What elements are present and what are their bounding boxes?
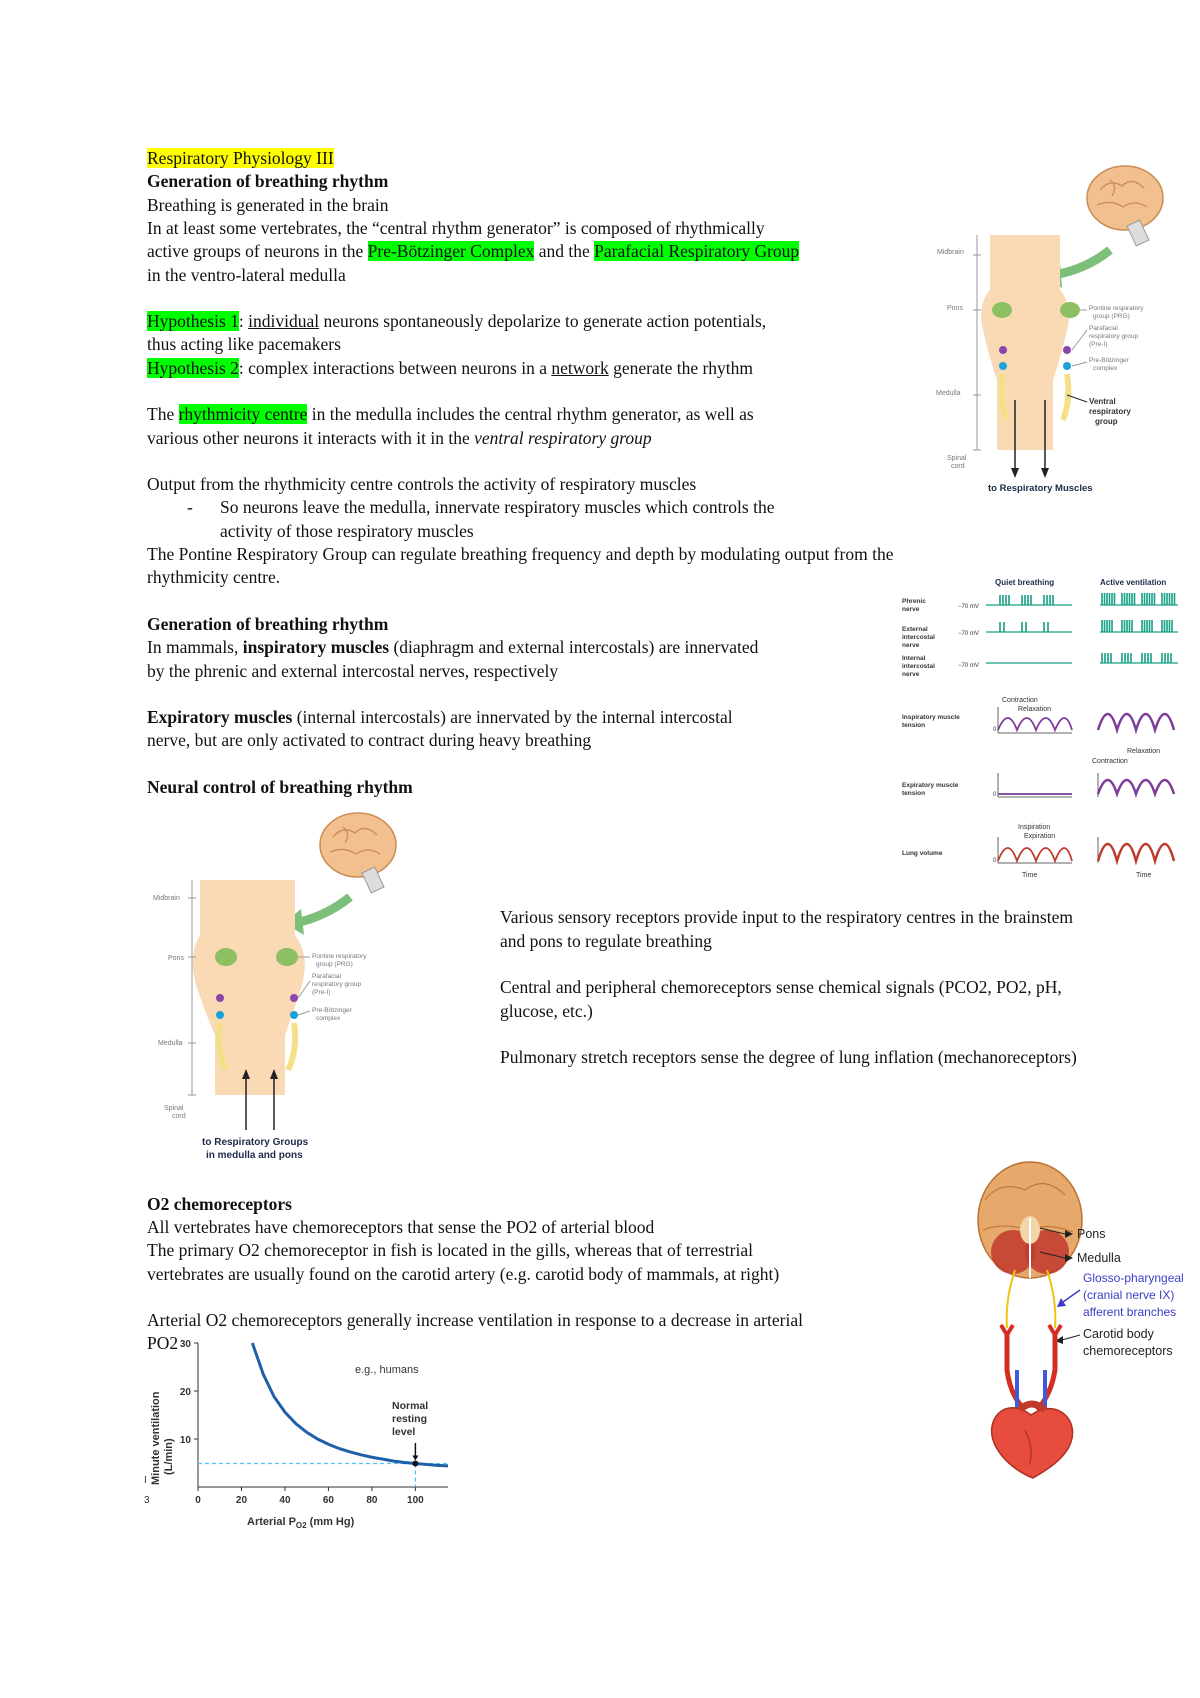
- breathing-traces-figure: [900, 575, 1190, 880]
- svg-text:Spinal: Spinal: [164, 1105, 184, 1112]
- svg-text:0: 0: [993, 858, 997, 864]
- brainstem-figure-left: [140, 805, 440, 1160]
- normal-resting-point: [412, 1460, 418, 1466]
- svg-text:Pons: Pons: [1077, 1227, 1106, 1241]
- svg-text:−70 mV: −70 mV: [958, 663, 979, 669]
- brain-icon: [1087, 166, 1163, 230]
- text-line: Output from the rhythmicity centre controls the activity of respiratory muscles: [147, 474, 697, 494]
- svg-text:cord: cord: [172, 1113, 186, 1120]
- svg-text:Phrenic: Phrenic: [902, 598, 926, 605]
- highlight-pre-botzinger: Pre-Bötzinger Complex: [367, 241, 535, 261]
- svg-text:nerve: nerve: [902, 642, 920, 649]
- svg-text:Pre-Bötzinger: Pre-Bötzinger: [312, 1007, 352, 1014]
- svg-text:Medulla: Medulla: [1077, 1251, 1121, 1265]
- svg-text:Pre-Bötzinger: Pre-Bötzinger: [1089, 357, 1129, 364]
- hypothesis-1: Hypothesis 1: individual neurons spontaneously depolarize to generate action potentials,: [147, 311, 767, 331]
- svg-text:0: 0: [993, 727, 997, 733]
- svg-text:tension: tension: [902, 790, 926, 797]
- svg-text:Glosso-pharyngeal: Glosso-pharyngeal: [1083, 1271, 1184, 1285]
- text-line: The primary O2 chemoreceptor in fish is located in the gills, whereas that of terrestrial: [147, 1240, 753, 1260]
- text-line: In mammals, inspiratory muscles (diaphragm and external intercostals) are innervated: [147, 637, 759, 657]
- svg-text:in medulla and pons: in medulla and pons: [206, 1150, 303, 1160]
- text-line: vertebrates are usually found on the carotid artery (e.g. carotid body of mammals, at right): [147, 1264, 780, 1284]
- text-line: nerve, but are only activated to contract during heavy breathing: [147, 730, 592, 750]
- section-heading-neural: Neural control of breathing rhythm: [147, 777, 413, 797]
- svg-text:complex: complex: [316, 1015, 341, 1022]
- svg-text:Medulla: Medulla: [158, 1040, 183, 1047]
- svg-text:Relaxation: Relaxation: [1127, 748, 1161, 755]
- section-heading-o2: O2 chemoreceptors: [147, 1194, 292, 1214]
- svg-text:Parafacial: Parafacial: [312, 973, 341, 980]
- svg-text:Lung volume: Lung volume: [902, 850, 943, 857]
- x-tick-label: 0: [195, 1495, 201, 1506]
- svg-text:(cranial nerve IX): (cranial nerve IX): [1083, 1288, 1175, 1302]
- svg-text:Time: Time: [1136, 872, 1152, 879]
- svg-text:respiratory group: respiratory group: [312, 981, 362, 988]
- side-mark: I: [144, 1475, 147, 1486]
- arrow-icon: [295, 897, 350, 923]
- svg-text:to Respiratory Groups: to Respiratory Groups: [202, 1137, 309, 1148]
- svg-text:Pontine respiratory: Pontine respiratory: [312, 953, 367, 960]
- text-line: by the phrenic and external intercostal nerves, respectively: [147, 661, 559, 681]
- heart-icon: [992, 1408, 1073, 1478]
- hypothesis-2: Hypothesis 2: complex interactions between neurons in a network generate the rhythm: [147, 358, 754, 378]
- text-line: Central and peripheral chemoreceptors sense chemical signals (PCO2, PO2, pH,: [500, 977, 1062, 997]
- svg-text:group: group: [1095, 417, 1118, 426]
- section-heading-rhythm-2: Generation of breathing rhythm: [147, 614, 389, 634]
- svg-text:Midbrain: Midbrain: [153, 895, 180, 902]
- text-line: All vertebrates have chemoreceptors that sense the PO2 of arterial blood: [147, 1217, 655, 1237]
- text-line: Breathing is generated in the brain: [147, 195, 389, 215]
- chart-ylabel-unit: (L/min): [163, 1438, 175, 1475]
- svg-text:−70 mV: −70 mV: [958, 604, 979, 610]
- svg-text:group (PRG): group (PRG): [316, 961, 353, 968]
- text-line: The rhythmicity centre in the medulla includes the central rhythm generator, as well as: [147, 404, 754, 424]
- text-line: Expiratory muscles (internal intercostals) are innervated by the internal intercostal: [147, 707, 733, 727]
- chart-marker-label-3: level: [392, 1426, 416, 1438]
- text-line: PO2: [147, 1333, 179, 1353]
- svg-text:Time: Time: [1022, 872, 1038, 879]
- svg-text:Contraction: Contraction: [1002, 697, 1038, 704]
- chart-xlabel: Arterial $P_{O2}$ (mm Hg): [247, 1516, 355, 1530]
- svg-text:afferent branches: afferent branches: [1083, 1305, 1177, 1319]
- svg-text:intercostal: intercostal: [902, 663, 935, 670]
- svg-text:nerve: nerve: [902, 671, 920, 678]
- chart-marker-label-1: Normal: [392, 1400, 429, 1412]
- text-line: thus acting like pacemakers: [147, 334, 341, 354]
- text-line: Arterial O2 chemoreceptors generally increase ventilation in response to a decrease in arterial: [147, 1310, 803, 1330]
- svg-text:Relaxation: Relaxation: [1018, 706, 1052, 713]
- svg-text:Inspiratory muscle: Inspiratory muscle: [902, 714, 960, 721]
- marker-arrow-head: [412, 1455, 418, 1460]
- svg-text:tension: tension: [902, 722, 926, 729]
- y-tick-label: 20: [179, 1387, 191, 1398]
- svg-text:Quiet breathing: Quiet breathing: [995, 578, 1055, 587]
- bullet-text: activity of those respiratory muscles: [220, 521, 474, 541]
- highlight-rhythmicity-centre: rhythmicity centre: [178, 404, 308, 424]
- chart-annotation: e.g., humans: [355, 1364, 419, 1376]
- carotid-body-figure: [965, 1160, 1200, 1480]
- highlight-parafacial: Parafacial Respiratory Group: [594, 241, 800, 261]
- x-tick-label: 20: [235, 1495, 248, 1506]
- side-mark: 3: [144, 1495, 150, 1506]
- svg-text:respiratory: respiratory: [1089, 407, 1131, 416]
- brainstem-shape: [981, 235, 1069, 450]
- x-tick-label: 100: [407, 1495, 424, 1506]
- svg-text:respiratory group: respiratory group: [1089, 333, 1139, 340]
- ventilation-chart: [140, 1335, 460, 1530]
- svg-text:(Pre-I): (Pre-I): [1089, 341, 1108, 348]
- svg-text:External: External: [902, 626, 928, 633]
- svg-text:nerve: nerve: [902, 606, 920, 613]
- text-line: various other neurons it interacts with it in the ventral respiratory group: [147, 428, 652, 448]
- text-line: Various sensory receptors provide input to the respiratory centres in the brainstem: [500, 907, 1073, 927]
- x-tick-label: 40: [279, 1495, 291, 1506]
- svg-text:Contraction: Contraction: [1092, 758, 1128, 765]
- page-title: Respiratory Physiology III: [147, 148, 334, 168]
- text-line: active groups of neurons in the Pre-Bötzinger Complex and the Parafacial Respiratory Group: [147, 241, 800, 261]
- svg-text:0: 0: [993, 792, 997, 798]
- x-tick-label: 60: [322, 1495, 334, 1506]
- bullet-dash: -: [187, 497, 193, 517]
- arrow-icon: [1053, 250, 1110, 275]
- brain-icon: [320, 813, 396, 877]
- text-line: and pons to regulate breathing: [500, 931, 712, 951]
- svg-text:Ventral: Ventral: [1089, 397, 1116, 406]
- text-line: glucose, etc.): [500, 1001, 593, 1021]
- label-pons: Pons: [947, 305, 963, 312]
- text-line: Pulmonary stretch receptors sense the degree of lung inflation (mechanoreceptors): [500, 1047, 1077, 1067]
- svg-text:(Pre-I): (Pre-I): [312, 989, 331, 996]
- section-heading-rhythm: Generation of breathing rhythm: [147, 171, 389, 191]
- prg-left: [992, 302, 1012, 318]
- label-midbrain: Midbrain: [937, 249, 964, 256]
- svg-text:Pons: Pons: [168, 955, 184, 962]
- text-line: in the ventro-lateral medulla: [147, 265, 346, 285]
- svg-text:chemoreceptors: chemoreceptors: [1083, 1344, 1173, 1358]
- svg-text:Expiratory muscle: Expiratory muscle: [902, 782, 959, 789]
- svg-text:−70 mV: −70 mV: [958, 631, 979, 637]
- svg-text:Carotid body: Carotid body: [1083, 1327, 1154, 1341]
- svg-text:complex: complex: [1093, 365, 1118, 372]
- text-line: The Pontine Respiratory Group can regulate breathing frequency and depth by modulating output from the: [147, 544, 894, 564]
- chart-ylabel: Minute ventilation: [150, 1391, 162, 1485]
- brainstem-figure-top: [935, 150, 1175, 500]
- svg-text:group (PRG): group (PRG): [1093, 313, 1130, 320]
- text-line: rhythmicity centre.: [147, 567, 281, 587]
- prg-right: [1060, 302, 1080, 318]
- label-cord: cord: [951, 463, 965, 470]
- y-tick-label: 10: [179, 1435, 191, 1446]
- svg-text:Active ventilation: Active ventilation: [1100, 578, 1167, 587]
- svg-text:Parafacial: Parafacial: [1089, 325, 1118, 332]
- svg-text:intercostal: intercostal: [902, 634, 935, 641]
- text-line: In at least some vertebrates, the “central rhythm generator” is composed of rhythmically: [147, 218, 765, 238]
- bullet-text: So neurons leave the medulla, innervate respiratory muscles which controls the: [220, 497, 775, 517]
- label-medulla: Medulla: [936, 390, 961, 397]
- svg-text:Internal: Internal: [902, 655, 926, 662]
- label-spinal: Spinal: [947, 455, 967, 462]
- caption-respiratory-muscles: to Respiratory Muscles: [988, 483, 1093, 494]
- svg-text:Pontine respiratory: Pontine respiratory: [1089, 305, 1144, 312]
- x-tick-label: 80: [366, 1495, 378, 1506]
- svg-text:Inspiration: Inspiration: [1018, 824, 1051, 831]
- svg-text:Expiration: Expiration: [1024, 833, 1056, 840]
- chart-marker-label-2: resting: [392, 1413, 428, 1425]
- y-tick-label: 30: [179, 1339, 191, 1350]
